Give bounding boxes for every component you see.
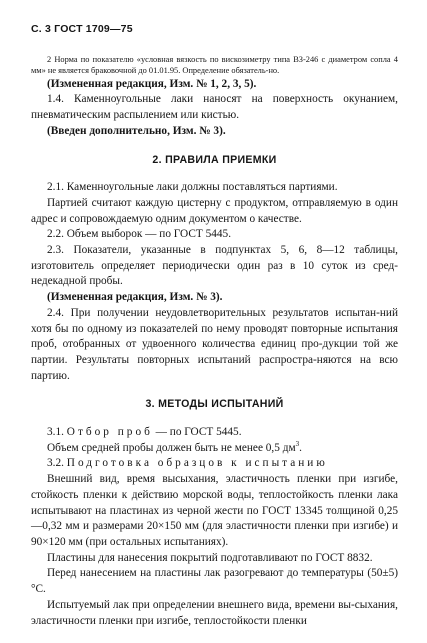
paragraph-2-1: 2.1. Каменноугольные лаки должны поставляться партиями. <box>47 181 338 194</box>
paragraph-3-1 <box>31 425 398 441</box>
paragraph-2-3: 2.3. Показатели, указанные в подпунктах 5, 6, 8—12 таблицы, изготовитель определяет периодически один раз в 10 суток из сред-недекадной пробы. <box>31 244 398 288</box>
added-note: (Введен дополнительно, Изм. № 3). <box>47 124 226 137</box>
revision-note: (Измененная редакция, Изм. № 1, 2, 3, 5). <box>47 77 257 90</box>
clause-text: Объем средней пробы должен быть не менее 0,5 дм <box>47 441 296 454</box>
paragraph-3-2-b: Внешний вид, время высыхания, эластичность пленки при изгибе, стойкость пленки к действию морской воды, теплостойкость пленки лака испытывают на пластинах из черной жести по ГОСТ 13345 толщиной 0,25—0,32 мм и размерами 20×150 мм (для эластичности пленки при изгибе) и 90×120 мм (при остальных испытаниях). <box>31 473 398 548</box>
paragraph-3-2-d: Перед нанесением на пластины лак разогревают до температуры (50±5) °С. <box>31 567 398 596</box>
section-heading-2: 2. ПРАВИЛА ПРИЕМКИ <box>152 153 277 166</box>
clause-end: . <box>299 441 302 454</box>
revision-note-3: (Измененная редакция, Изм. № 3). <box>47 291 223 304</box>
paragraph-3-1-b <box>31 441 398 457</box>
paragraph-3-2-e: Испытуемый лак при определении внешнего вида, времени вы-сыхания, эластичности пленки при изгибе, теплостойкости пленки <box>31 598 398 627</box>
spaced-term: Подготовка образцов к испытанию <box>66 457 328 470</box>
paragraph-3-2 <box>31 456 398 472</box>
superscript: 3 <box>295 440 300 448</box>
paragraph-2-2: 2.2. Объем выборок — по ГОСТ 5445. <box>47 228 232 241</box>
clause-text: — по ГОСТ 5445. <box>155 426 242 439</box>
page-header: С. 3 ГОСТ 1709—75 <box>31 23 133 35</box>
paragraph-2-4: 2.4. При получении неудовлетворительных результатов испытан-ний хотя бы по одному из показателей по нему проводят повторные испытания проб, отобранных от удвоенного количества единиц про-дукции той же партии. Результаты повторных испытаний распростра-няются на всю партию. <box>31 306 398 382</box>
clause-number: 3.2. <box>47 457 64 470</box>
paragraph-1-4: 1.4. Каменноугольные лаки наносят на поверхность окунанием, пневматическим распылением или кистью. <box>31 93 398 122</box>
paragraph-2-1-b: Партией считают каждую цистерну с продуктом, отправляемую в один адрес и сопровождаемую одним документом о качестве. <box>31 196 398 225</box>
footnote-2: 2 Норма по показателю «условная вязкость по вискозиметру типа ВЗ-246 с диаметром сопла 4 мм» не является браковочной до 01.01.95. Определение обязатель-но. <box>31 54 398 75</box>
spaced-term: Отбор проб <box>66 426 153 439</box>
clause-number: 3.1. <box>47 426 64 439</box>
paragraph-3-2-c: Пластины для нанесения покрытий подготавливают по ГОСТ 8832. <box>47 551 373 564</box>
section-heading-3: 3. МЕТОДЫ ИСПЫТАНИЙ <box>145 398 284 411</box>
